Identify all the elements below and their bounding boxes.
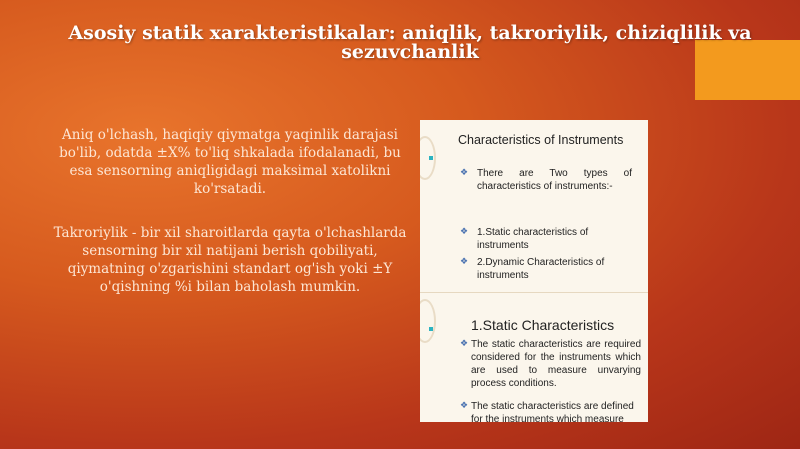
embedded-slide-2-title: 1.Static Characteristics	[471, 317, 615, 333]
embedded-slide-image	[420, 120, 648, 422]
scroll-curl-decoration	[420, 299, 436, 343]
embedded-slide-1	[420, 120, 648, 292]
embedded-slide-2-bullet-2: The static characteristics are defined for the instruments which measure	[471, 401, 634, 422]
diamond-bullet-icon: ❖	[460, 256, 469, 266]
diamond-bullet-icon: ❖	[460, 338, 469, 348]
embedded-slide-1-bullet-2: 1.Static characteristics of instruments	[477, 227, 589, 251]
embedded-slide-1-title: Characteristics of Instruments	[458, 133, 624, 147]
body-text	[50, 126, 410, 322]
teal-dot-icon	[429, 327, 433, 331]
embedded-slide-2	[420, 292, 648, 422]
embedded-slide-2-bullet-1: The static characteristics are required considered for the instruments which are used to measure unvarying process conditions.	[471, 339, 641, 389]
paragraph-repeatability: Takroriylik - bir xil sharoitlarda qayta o'lchashlarda sensorning bir xil natijani berish qobiliyati, qiymatning o'zgarishini standart og'ish yoki ±Y o'qishning %i bilan baholash mumkin.	[53, 225, 407, 295]
embedded-slide-1-bullet-3: 2.Dynamic Characteristics of instruments	[477, 257, 605, 281]
teal-dot-icon	[429, 156, 433, 160]
diamond-bullet-icon: ❖	[460, 167, 469, 177]
embedded-slide-1-bullet-1: There are Two types of characteristics of instruments:-	[477, 168, 632, 192]
slide-title: Asosiy statik xarakteristikalar: aniqlik, takroriylik, chiziqlilik va sezuvchanlik	[68, 22, 752, 63]
diamond-bullet-icon: ❖	[460, 226, 469, 236]
diamond-bullet-icon: ❖	[460, 400, 469, 410]
scroll-curl-decoration	[420, 136, 436, 180]
paragraph-accuracy: Aniq o'lchash, haqiqiy qiymatga yaqinlik darajasi bo'lib, odatda ±X% to'liq shkalada ifodalanadi, bu esa sensorning aniqligidagi maksimal xatolikni ko'rsatadi.	[59, 127, 401, 197]
